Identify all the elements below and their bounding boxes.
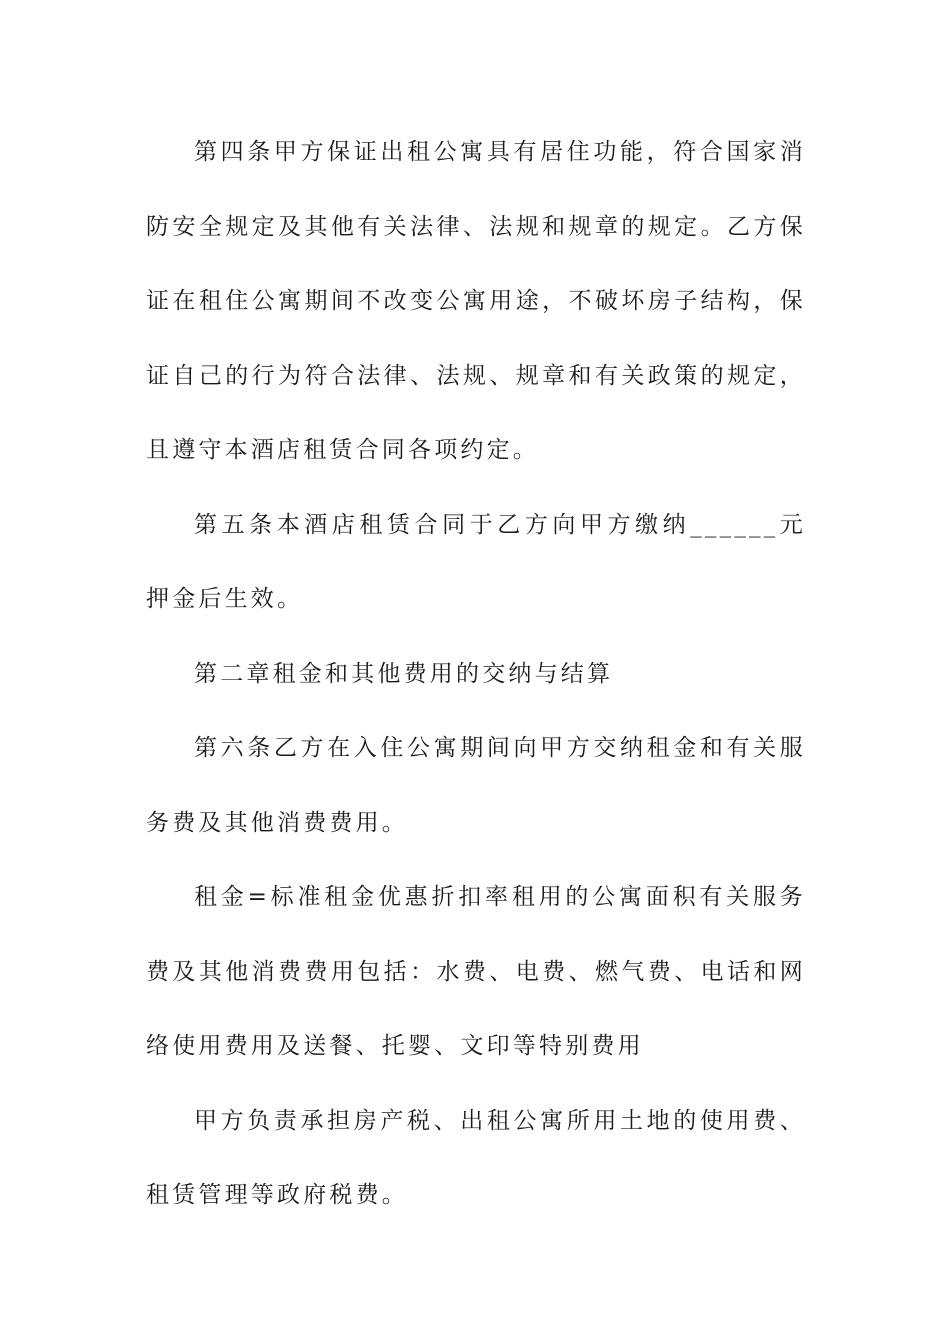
article-6-paragraph: 第六条乙方在入住公寓期间向甲方交纳租金和有关服务费及其他消费费用。 (146, 735, 806, 836)
chapter-2-heading: 第二章租金和其他费用的交纳与结算 (194, 660, 614, 687)
article-5-paragraph: 第五条本酒店租赁合同于乙方向甲方缴纳______元押金后生效。 (146, 511, 806, 612)
article-4-paragraph: 第四条甲方保证出租公寓具有居住功能，符合国家消防安全规定及其他有关法律、法规和规章的规定。乙方保证在租住公寓期间不改变公寓用途，不破坏房子结构，保证自己的行为符合法律、法规、规章和有关政策的规定，且遵守本酒店租赁合同各项约定。 (146, 139, 806, 463)
landlord-taxes-paragraph: 甲方负责承担房产税、出租公寓所用土地的使用费、租赁管理等政府税费。 (146, 1107, 806, 1208)
document-page (146, 115, 806, 1233)
rent-definition-paragraph: 租金=标准租金优惠折扣率租用的公寓面积有关服务费及其他消费费用包括：水费、电费、燃气费、电话和网络使用费用及送餐、托婴、文印等特别费用 (146, 884, 806, 1059)
